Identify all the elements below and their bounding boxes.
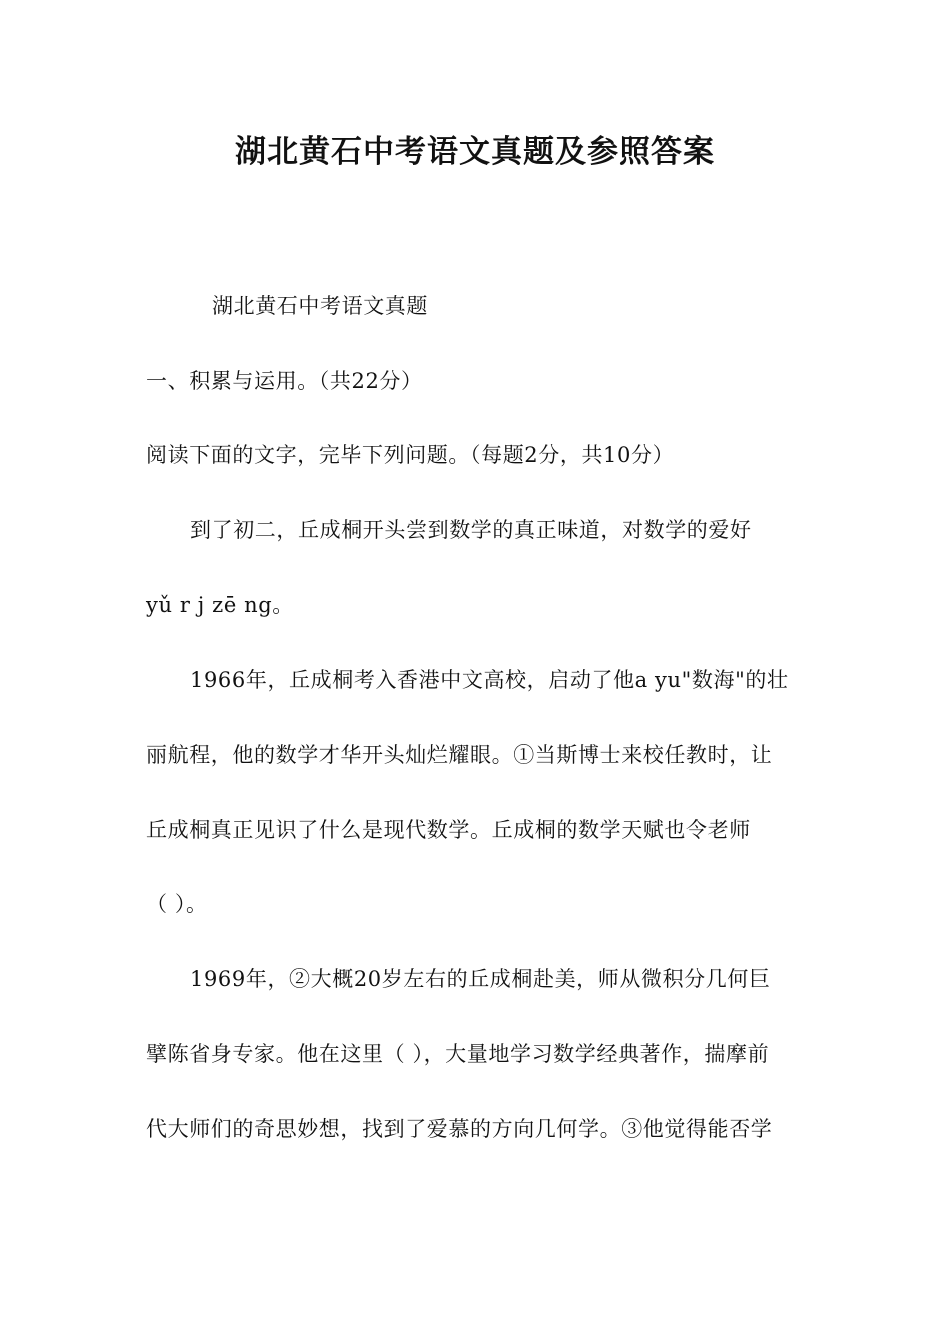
paragraph-line: 到了初二，丘成桐开头尝到数学的真正味道，对数学的爱好 [190, 518, 752, 542]
document-title: 湖北黄石中考语文真题及参照答案 [235, 134, 715, 170]
paragraph-line: 代大师们的奇思妙想，找到了爱慕的方向几何学。③他觉得能否学 [146, 1117, 773, 1141]
section-heading: 一、积累与运用。（共22分） [146, 369, 423, 393]
paragraph-line: 1966年，丘成桐考入香港中文高校，启动了他a yu"数海"的壮 [190, 668, 789, 692]
paragraph-line: 丘成桐真正见识了什么是现代数学。丘成桐的数学天赋也令老师 [146, 818, 751, 842]
subtitle-line: 湖北黄石中考语文真题 [212, 294, 428, 318]
pinyin-line: yǔ r j zē ng。 [146, 593, 294, 617]
paragraph-line: 丽航程，他的数学才华开头灿烂耀眼。①当斯博士来校任教时，让 [146, 743, 773, 767]
paragraph-line: （ ）。 [146, 892, 208, 916]
instruction-line: 阅读下面的文字，完毕下列问题。（每题2分，共10分） [146, 443, 675, 467]
paragraph-line: 1969年，②大概20岁左右的丘成桐赴美，师从微积分几何巨 [190, 967, 771, 991]
paragraph-line: 擘陈省身专家。他在这里（ ），大量地学习数学经典著作，揣摩前 [146, 1042, 770, 1066]
